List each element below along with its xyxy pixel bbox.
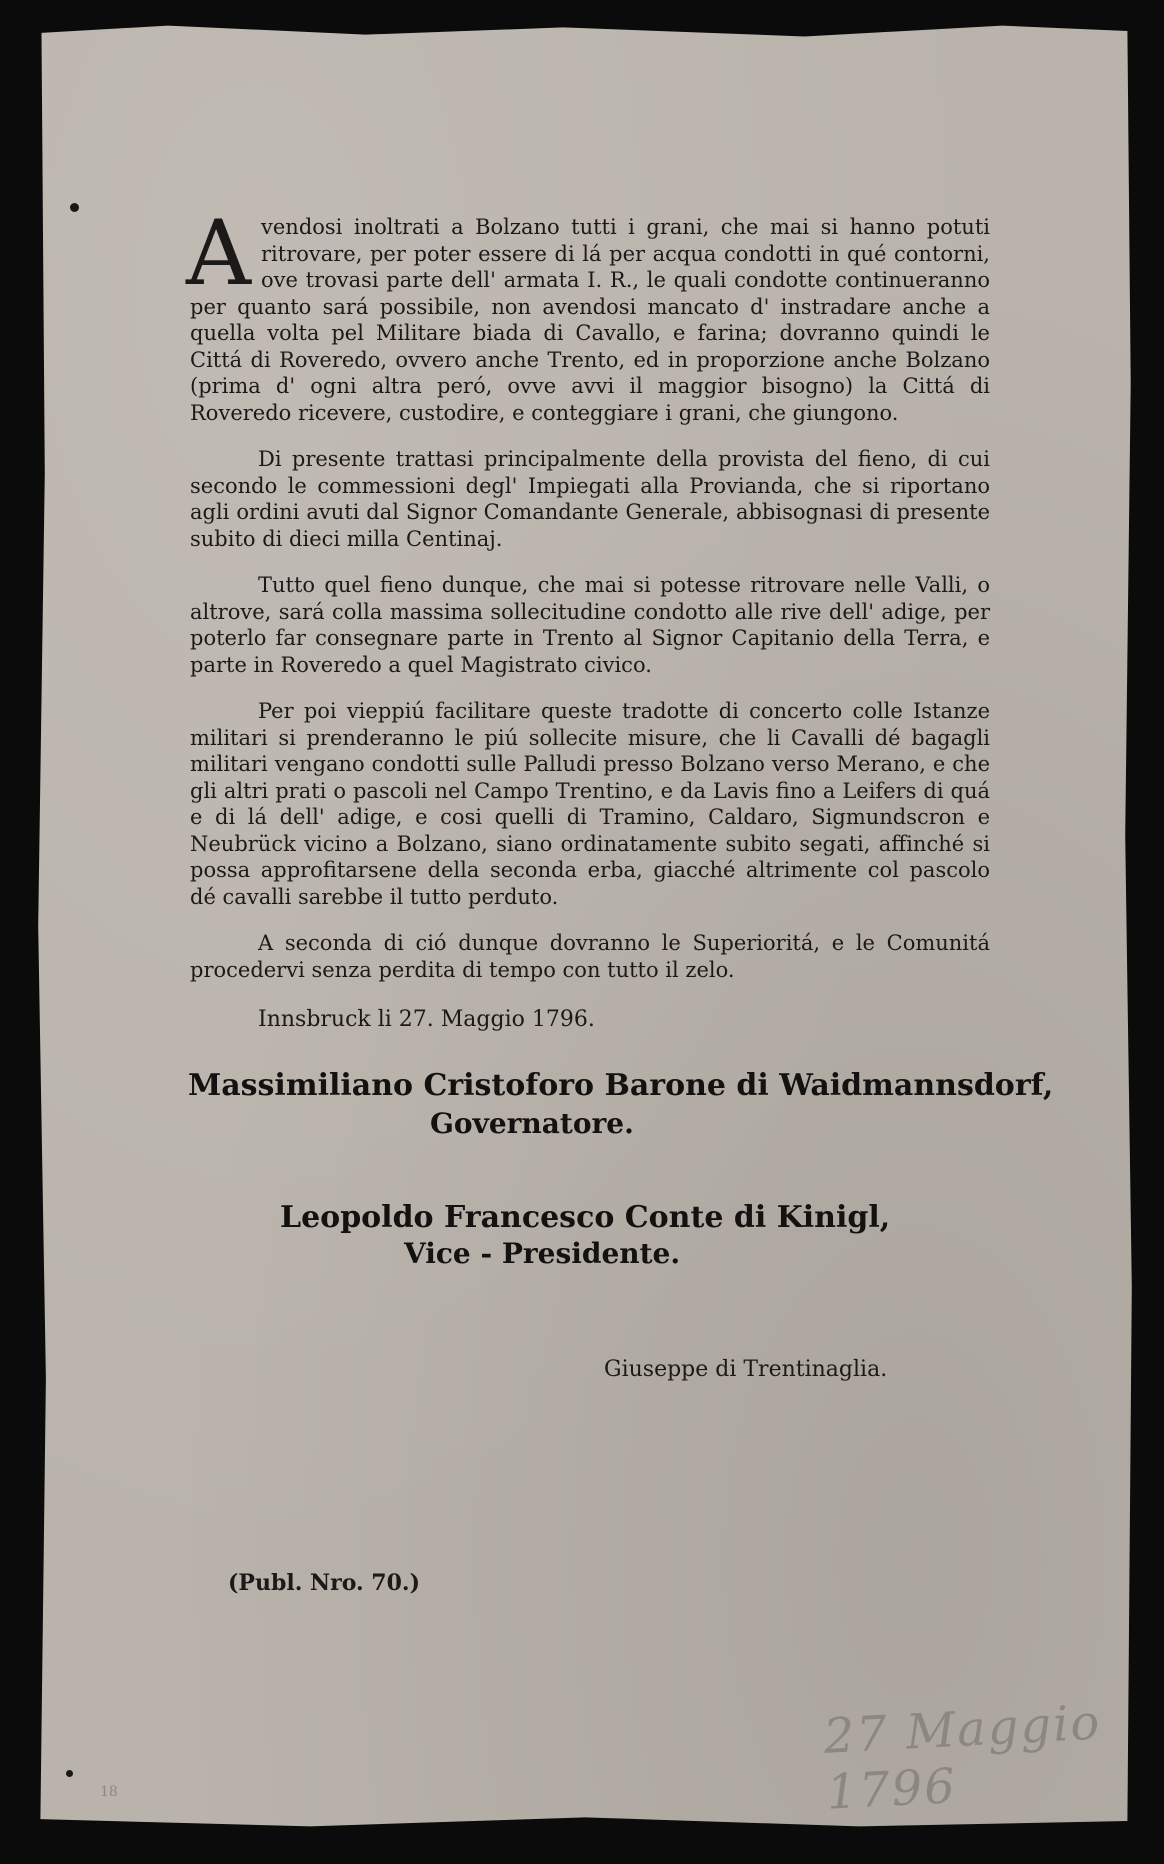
signatory-3-name: Giuseppe di Trentinaglia. bbox=[604, 1357, 888, 1382]
paragraph-5: A seconda di ció dunque dovranno le Superioritá, e le Comunitá procedervi senza perdita di tempo con tutto il zelo. bbox=[190, 931, 990, 982]
archive-mark: 18 bbox=[100, 1784, 118, 1800]
signatory-1-name: Massimiliano Cristoforo Barone di Waidmannsdorf, bbox=[188, 1068, 1054, 1103]
signatory-2-title: Vice - Presidente. bbox=[404, 1237, 681, 1270]
publication-number: (Publ. Nro. 70.) bbox=[228, 1570, 420, 1596]
handwritten-date-note: 27 Maggio 1796 bbox=[822, 1694, 1103, 1821]
paragraph-4: Per poi vieppiú facilitare queste tradotte di concerto colle Istanze militari si prenderanno le piú sollecite misure, che li Cavalli dé bagagli militari vengano condotti sulle Palludi presso Bolzano verso Merano, e che gli altri prati o pascoli nel Campo Trentino, e da Lavis fino a Leifers di quá e di lá dell' adige, e cosi quelli di Tramino, Caldaro, Sigmundscron e Neubrück vicino a Bolzano, siano ordinatamente subito segati, affinché si possa approfitarsene della seconda erba, giacché altrimente col pascolo dé cavalli sarebbe il tutto perduto. bbox=[190, 699, 990, 909]
paragraph-1 bbox=[186, 201, 990, 426]
paragraph-2: Di presente trattasi principalmente della provista del fieno, di cui secondo le commessioni degl' Impiegati alla Provianda, che si riportano agli ordini avuti dal Signor Comandante Generale, abbisognasi di presente subito di dieci milla Centinaj. bbox=[190, 447, 990, 551]
paragraph-3: Tutto quel fieno dunque, che mai si potesse ritrovare nelle Valli, o altrove, sará colla massima sollecitudine condotto alle rive dell' adige, per poterlo far consegnare parte in Trento al Signor Capitanio della Terra, e parte in Roveredo a quel Magistrato civico. bbox=[190, 573, 990, 677]
document-body bbox=[186, 201, 990, 1003]
signatory-1-title: Governatore. bbox=[430, 1107, 634, 1140]
paragraph-1-text: vendosi inoltrati a Bolzano tutti i grani, che mai si hanno potuti ritrovare, per poter essere di lá per acqua condotti in qué contorni, ove trovasi parte dell' armata I. R., le quali condotte continueranno per quanto sará possibile, non avendosi mancato d' instradare anche a quella volta pel Militare biada di Cavallo, e farina; dovranno quindi le Cittá di Roveredo, ovvero anche Trento, ed in proporzione anche Bolzano (prima d' ogni altra peró, ovve avvi il maggior bisogno) la Cittá di Roveredo ricevere, custodire, e conteggiare i grani, che giungono. bbox=[190, 215, 990, 425]
drop-cap: A bbox=[186, 201, 251, 306]
date-line: Innsbruck li 27. Maggio 1796. bbox=[258, 1007, 595, 1032]
binding-hole bbox=[70, 203, 79, 212]
signatory-2-name: Leopoldo Francesco Conte di Kinigl, bbox=[280, 1200, 891, 1235]
binding-hole bbox=[66, 1770, 73, 1777]
